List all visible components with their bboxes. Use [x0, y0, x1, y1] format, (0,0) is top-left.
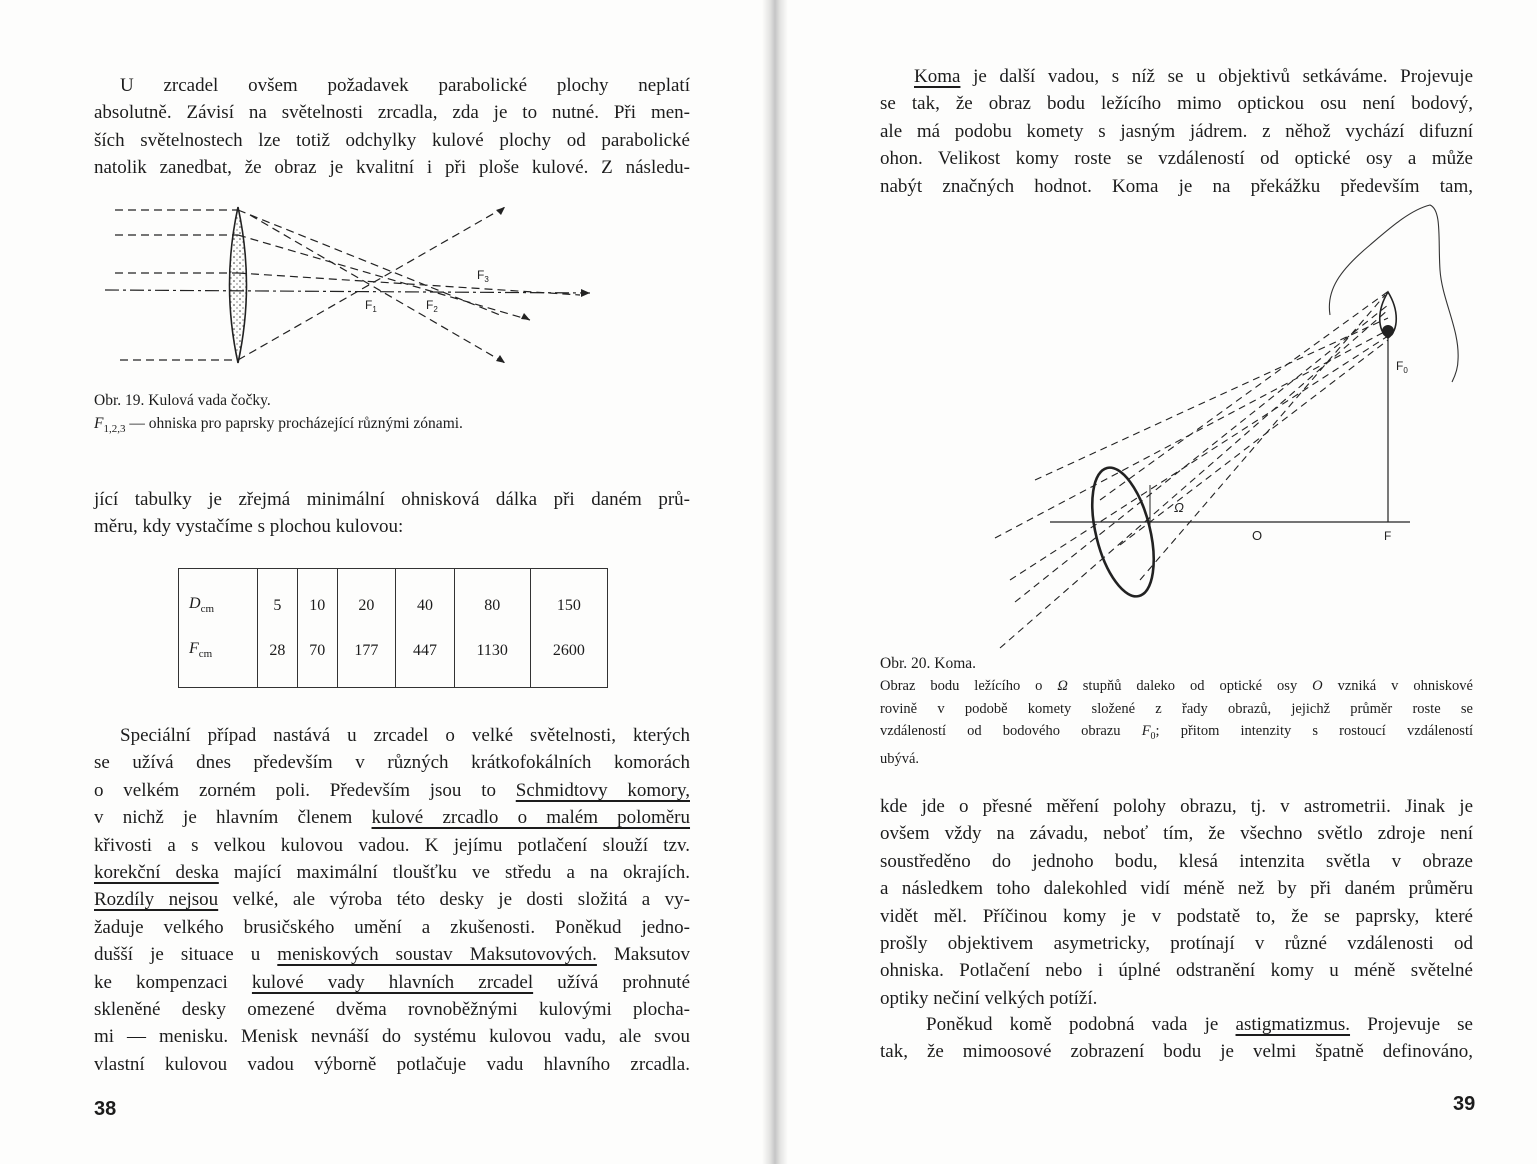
text-line: a následkem toho dalekohled vidí méně než by při daném průměru [880, 878, 1473, 900]
left-paragraph-2 [94, 486, 690, 541]
text-line: vidět měl. Příčinou komy je v podstatě to, že se paprsky, které [880, 905, 1473, 927]
right-paragraph-1 [880, 63, 1473, 200]
underlined-term: korekční deska [94, 862, 219, 884]
figure-20-caption-title: Obr. 20. Koma. [880, 655, 977, 672]
text-line: rovině v podobě komety složené z řady obrazů, jejichž průměr roste se [880, 700, 1473, 717]
text-line: měru, kdy vystačíme s plochou kulovou: [94, 516, 404, 538]
underlined-term: Koma [914, 66, 961, 87]
text-line: jící tabulky je zřejmá minimální ohnisková dálka při daném prů- [94, 489, 690, 510]
text-line: skleněné desky omezené dvěma rovnoběžnými kulovými plocha- [94, 999, 690, 1021]
row-label-f: $F_{cm}$ [189, 640, 213, 661]
text-line: Obraz bodu ležícího o Ω stupňů daleko od optické osy O vzniká v ohniskové [880, 678, 1473, 694]
table-cell: 447 [396, 628, 455, 688]
left-paragraph-1 [94, 72, 690, 182]
text-line: mi — menisku. Menisk nevnáší do systému kulovou vadu, ale svou [94, 1026, 690, 1048]
figure-20-caption-text [880, 675, 1473, 771]
text-line: žaduje velkého brusičského umění a zkušenosti. Poněkud jedno- [94, 916, 690, 938]
figure-19-lens-diagram [100, 195, 600, 380]
text-line: ovšem vždy na závadu, neboť tím, že všechno světlo zdroje není [880, 823, 1473, 845]
table-cell: 2600 [530, 628, 607, 688]
text-line: ubývá. [880, 751, 920, 768]
underlined-term: astigmatizmus. [1235, 1014, 1351, 1035]
text-line: optiky nečiní velkých potíží. [880, 987, 1098, 1009]
objective-lens [1081, 461, 1165, 602]
figure-19-caption-title: Obr. 19. Kulová vada čočky. [94, 392, 271, 409]
text-line: U zrcadel ovšem požadavek parabolické plochy neplatí [120, 75, 690, 96]
figure-19-caption-text [94, 413, 463, 440]
text-line: prošly objektivem asymetricky, protínají v různé vzdálenosti od [880, 933, 1473, 955]
right-paragraph-3 [880, 1011, 1473, 1066]
text-line: o velkém zorném poli. Především jsou to Schmidtovy komory, [94, 779, 690, 801]
caption-symbol: F [94, 415, 104, 432]
text-line: ale má podobu komety s jasným jádrem. z něhož vychází difuzní [880, 120, 1473, 142]
text-line: dušší je situace u meniskových soustav Maksutovových. Maksutov [94, 944, 691, 966]
text-line: absolutně. Závisí na světelnosti zrcadla, zda je to nutné. Při men- [94, 102, 690, 124]
text-line: korekční deska mající maximální tloušťku ve středu a na okrajích. [94, 862, 690, 884]
label-f3: $F_3$ [477, 268, 489, 284]
left-paragraph-3 [94, 722, 690, 1078]
table-row [179, 569, 608, 629]
underlined-term: meniskových soustav Maksutovových. [277, 944, 597, 966]
table-cell: 20 [337, 569, 396, 629]
underlined-term: kulové zrcadlo o malém poloměru [371, 807, 691, 829]
refracted-rays [238, 207, 580, 363]
text-line: natolik zanedbat, že obraz je kvalitní i při ploše kulové. Z následu- [94, 157, 690, 179]
table-cell: 5 [258, 569, 298, 629]
label-f1: $F_1$ [365, 298, 377, 314]
underlined-term: kulové vady hlavních zrcadel [251, 971, 534, 993]
caption-body: — ohniska pro paprsky procházející různými zónami. [125, 415, 463, 432]
text-line: se užívá dnes především v různých krátkofokálních komorách [94, 752, 690, 774]
figure-20-coma-diagram [990, 200, 1480, 655]
text-line: nabýt značných hodnot. Koma je na překážku především tam, [880, 175, 1473, 197]
text-line: Rozdíly nejsou velké, ale výroba této desky je dosti složitá a vy- [94, 889, 690, 911]
text-line: ohniska. Potlačení nebo i úplné odstranění komy u méně světelné [880, 960, 1473, 982]
text-line: křivosti a s velkou kulovou vadou. K jejímu potlačení slouží tzv. [94, 834, 690, 856]
coma-labels [1174, 359, 1408, 543]
text-line: ke kompenzaci kulové vady hlavních zrcadel užívá prohnuté [94, 971, 690, 993]
text-line: tak, že mimoosové zobrazení bodu je velmi špatně definováno, [880, 1041, 1473, 1063]
right-paragraph-2 [880, 793, 1473, 1012]
text-line: se tak, že obraz bodu ležícího mimo optickou osu není bodový, [880, 93, 1473, 115]
table-cell: 70 [297, 628, 337, 688]
text-line: ších světelnostech lze totiž odchylky kulové plochy od parabolické [94, 129, 690, 151]
label-f2: $F_2$ [426, 298, 438, 314]
text-line: Speciální případ nastává u zrcadel o velké světelnosti, kterých [120, 725, 690, 746]
lens-shape [230, 207, 247, 363]
page-number-left: 38 [94, 1098, 117, 1120]
caption-symbol-sub: 1,2,3 [103, 423, 126, 436]
coma-rays [995, 290, 1390, 648]
label-f: F [1384, 529, 1392, 543]
table-cell: 1130 [454, 628, 530, 688]
underlined-term: Schmidtovy komory, [515, 779, 690, 801]
text-line: kde jde o přesné měření polohy obrazu, tj. v astrometrii. Jinak je [880, 796, 1473, 817]
underlined-term: Rozdíly nejsou [94, 889, 219, 911]
text-line: v nichž je hlavním členem kulové zrcadlo o malém poloměru [94, 807, 691, 829]
table-cell: 177 [337, 628, 396, 688]
handwritten-bracket [1329, 205, 1458, 382]
label-o: O [1252, 528, 1263, 543]
incoming-rays [115, 210, 238, 360]
text-line: soustředěno do jednoho bodu, klesá intenzita světla v obraze [880, 850, 1473, 872]
table-cell: 10 [297, 569, 337, 629]
row-label-d: $D_{cm}$ [189, 595, 215, 616]
text-line: ohon. Velikost komy roste se vzdáleností od optické osy a může [880, 148, 1473, 170]
optical-axis [1050, 330, 1410, 522]
right-page [780, 0, 1537, 1164]
table-row [179, 628, 608, 688]
table-cell: 28 [258, 628, 298, 688]
text-line: Koma je další vadou, s níž se u objektivů setkáváme. Projevuje [914, 66, 1473, 87]
table-cell: 150 [530, 569, 607, 629]
label-f0: $F_0$ [1396, 359, 1408, 375]
table-cell: 40 [396, 569, 455, 629]
table-cell: 80 [454, 569, 530, 629]
diameter-focal-table [178, 568, 608, 688]
text-line: Poněkud komě podobná vada je astigmatizmus. Projevuje se [926, 1014, 1473, 1035]
text-line: vzdáleností od bodového obrazu $F_0$; přitom intenzity s rostoucí vzdáleností [880, 723, 1474, 742]
arrow-heads [496, 207, 590, 363]
text-line: vlastní kulovou vadou výborně potlačuje vadu hlavního zrcadla. [94, 1053, 690, 1075]
page-number-right: 39 [1453, 1093, 1476, 1115]
focal-labels [365, 268, 489, 314]
label-omega: Ω [1174, 500, 1184, 515]
